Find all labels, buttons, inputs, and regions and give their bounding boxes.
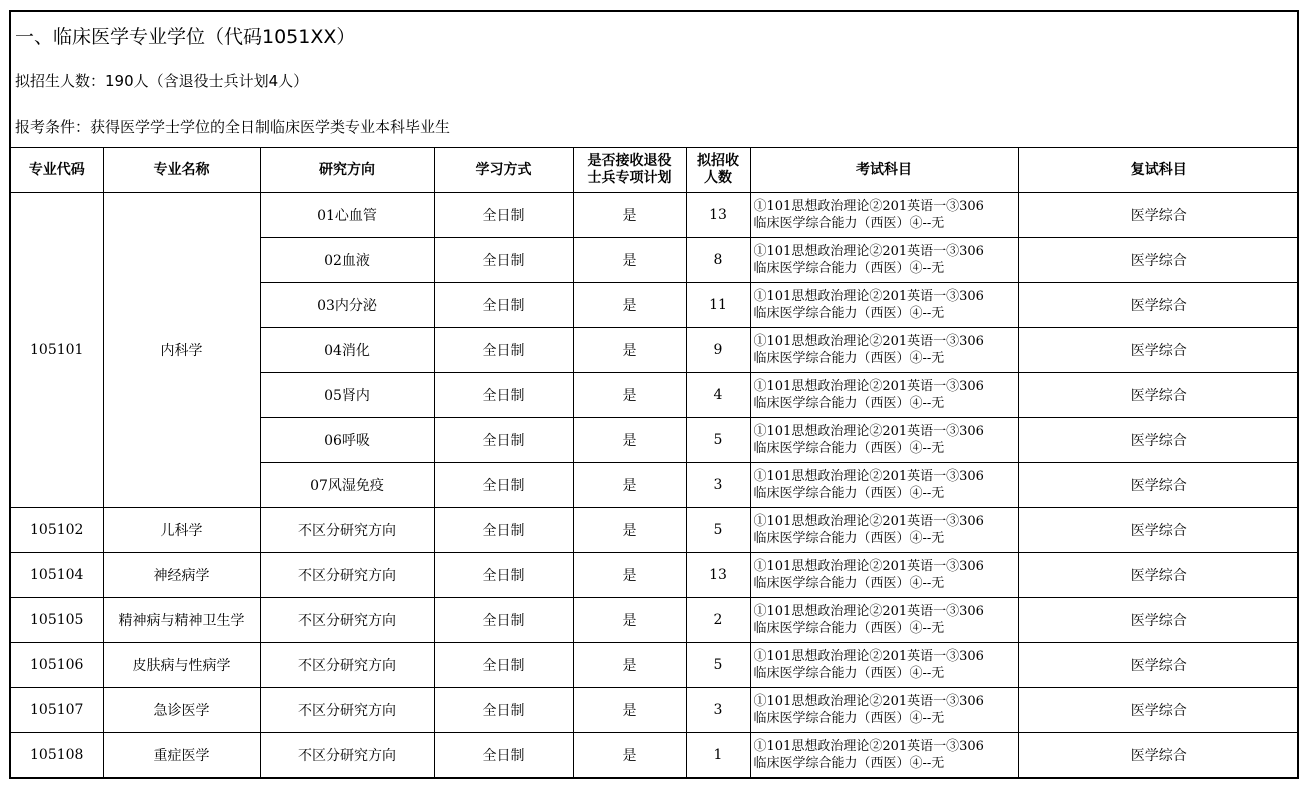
cell-name: 儿科学	[103, 508, 260, 553]
cell-direction: 07风湿免疫	[260, 463, 434, 508]
exam-line1: ①101思想政治理论②201英语一③306	[753, 424, 984, 439]
exam-line2: 临床医学综合能力（西医）④--无	[753, 576, 945, 591]
header-veteran-line1: 是否接收退役	[587, 153, 672, 169]
cell-retest: 医学综合	[1018, 733, 1299, 778]
cell-exam	[750, 463, 1018, 508]
exam-line1: ①101思想政治理论②201英语一③306	[753, 379, 984, 394]
exam-line1: ①101思想政治理论②201英语一③306	[753, 289, 984, 304]
exam-line2: 临床医学综合能力（西医）④--无	[753, 531, 945, 546]
cell-veteran: 是	[573, 328, 686, 373]
cell-quota: 5	[686, 508, 750, 553]
cell-exam	[750, 373, 1018, 418]
cell-veteran: 是	[573, 373, 686, 418]
quota-summary: 拟招生人数：190人（含退役士兵计划4人）	[15, 72, 309, 90]
cell-retest: 医学综合	[1018, 553, 1299, 598]
header-veteran-line2: 士兵专项计划	[587, 170, 672, 186]
header-retest: 复试科目	[1018, 148, 1299, 193]
exam-line1: ①101思想政治理论②201英语一③306	[753, 604, 984, 619]
table-row	[11, 688, 1299, 733]
cell-code: 105105	[11, 598, 103, 643]
cell-code: 105108	[11, 733, 103, 778]
cell-quota: 8	[686, 238, 750, 283]
cell-direction: 不区分研究方向	[260, 598, 434, 643]
cell-retest: 医学综合	[1018, 463, 1299, 508]
cell-code: 105104	[11, 553, 103, 598]
header-name: 专业名称	[103, 148, 260, 193]
cell-exam	[750, 418, 1018, 463]
header-direction: 研究方向	[260, 148, 434, 193]
cell-exam	[750, 643, 1018, 688]
cell-veteran: 是	[573, 283, 686, 328]
cell-name: 急诊医学	[103, 688, 260, 733]
exam-line2: 临床医学综合能力（西医）④--无	[753, 711, 945, 726]
header-quota	[686, 148, 750, 193]
cell-study-mode: 全日制	[434, 373, 573, 418]
table-row	[11, 193, 1299, 238]
cell-retest: 医学综合	[1018, 418, 1299, 463]
exam-line1: ①101思想政治理论②201英语一③306	[753, 739, 984, 754]
cell-name: 重症医学	[103, 733, 260, 778]
cell-quota: 4	[686, 373, 750, 418]
section-title: 一、临床医学专业学位（代码1051XX）	[15, 26, 356, 48]
cell-quota: 1	[686, 733, 750, 778]
cell-study-mode: 全日制	[434, 598, 573, 643]
cell-name: 精神病与精神卫生学	[103, 598, 260, 643]
table-body	[11, 193, 1299, 778]
table-row	[11, 733, 1299, 778]
cell-retest: 医学综合	[1018, 328, 1299, 373]
cell-quota: 5	[686, 418, 750, 463]
cell-exam	[750, 553, 1018, 598]
cell-study-mode: 全日制	[434, 508, 573, 553]
cell-veteran: 是	[573, 688, 686, 733]
admissions-sheet	[9, 10, 1299, 779]
cell-direction: 不区分研究方向	[260, 688, 434, 733]
cell-veteran: 是	[573, 553, 686, 598]
eligibility-requirement: 报考条件：获得医学学士学位的全日制临床医学类专业本科毕业生	[15, 118, 451, 136]
cell-veteran: 是	[573, 463, 686, 508]
cell-study-mode: 全日制	[434, 463, 573, 508]
cell-exam	[750, 283, 1018, 328]
cell-quota: 11	[686, 283, 750, 328]
cell-retest: 医学综合	[1018, 643, 1299, 688]
cell-direction: 01心血管	[260, 193, 434, 238]
cell-direction: 不区分研究方向	[260, 733, 434, 778]
header-quota-line1: 拟招收	[697, 153, 739, 169]
cell-code: 105107	[11, 688, 103, 733]
cell-study-mode: 全日制	[434, 733, 573, 778]
cell-exam	[750, 733, 1018, 778]
header-quota-line2: 人数	[704, 170, 732, 186]
cell-exam	[750, 193, 1018, 238]
cell-retest: 医学综合	[1018, 283, 1299, 328]
cell-exam	[750, 508, 1018, 553]
exam-line1: ①101思想政治理论②201英语一③306	[753, 244, 984, 259]
header-code: 专业代码	[11, 148, 103, 193]
cell-veteran: 是	[573, 508, 686, 553]
exam-line1: ①101思想政治理论②201英语一③306	[753, 649, 984, 664]
cell-retest: 医学综合	[1018, 598, 1299, 643]
exam-line2: 临床医学综合能力（西医）④--无	[753, 756, 945, 771]
table-row	[11, 643, 1299, 688]
cell-quota: 2	[686, 598, 750, 643]
cell-exam	[750, 598, 1018, 643]
cell-quota: 9	[686, 328, 750, 373]
cell-retest: 医学综合	[1018, 688, 1299, 733]
cell-quota: 5	[686, 643, 750, 688]
exam-line2: 临床医学综合能力（西医）④--无	[753, 396, 945, 411]
cell-direction: 05肾内	[260, 373, 434, 418]
program-table	[11, 147, 1299, 777]
cell-direction: 06呼吸	[260, 418, 434, 463]
cell-code: 105101	[11, 193, 103, 508]
table-row	[11, 553, 1299, 598]
cell-veteran: 是	[573, 418, 686, 463]
cell-retest: 医学综合	[1018, 193, 1299, 238]
cell-quota: 3	[686, 463, 750, 508]
cell-exam	[750, 688, 1018, 733]
cell-study-mode: 全日制	[434, 688, 573, 733]
cell-quota: 13	[686, 193, 750, 238]
header-veteran	[573, 148, 686, 193]
exam-line2: 临床医学综合能力（西医）④--无	[753, 666, 945, 681]
cell-name: 内科学	[103, 193, 260, 508]
cell-study-mode: 全日制	[434, 553, 573, 598]
cell-veteran: 是	[573, 193, 686, 238]
cell-retest: 医学综合	[1018, 508, 1299, 553]
cell-direction: 03内分泌	[260, 283, 434, 328]
cell-quota: 13	[686, 553, 750, 598]
cell-study-mode: 全日制	[434, 643, 573, 688]
cell-direction: 02血液	[260, 238, 434, 283]
cell-name: 神经病学	[103, 553, 260, 598]
exam-line2: 临床医学综合能力（西医）④--无	[753, 351, 945, 366]
exam-line2: 临床医学综合能力（西医）④--无	[753, 261, 945, 276]
table-row	[11, 598, 1299, 643]
exam-line1: ①101思想政治理论②201英语一③306	[753, 694, 984, 709]
cell-exam	[750, 328, 1018, 373]
cell-direction: 04消化	[260, 328, 434, 373]
cell-veteran: 是	[573, 598, 686, 643]
cell-direction: 不区分研究方向	[260, 553, 434, 598]
cell-study-mode: 全日制	[434, 193, 573, 238]
exam-line1: ①101思想政治理论②201英语一③306	[753, 514, 984, 529]
exam-line1: ①101思想政治理论②201英语一③306	[753, 199, 984, 214]
cell-study-mode: 全日制	[434, 283, 573, 328]
exam-line1: ①101思想政治理论②201英语一③306	[753, 334, 984, 349]
exam-line2: 临床医学综合能力（西医）④--无	[753, 486, 945, 501]
cell-retest: 医学综合	[1018, 238, 1299, 283]
cell-quota: 3	[686, 688, 750, 733]
exam-line2: 临床医学综合能力（西医）④--无	[753, 441, 945, 456]
cell-study-mode: 全日制	[434, 238, 573, 283]
cell-veteran: 是	[573, 238, 686, 283]
cell-code: 105102	[11, 508, 103, 553]
exam-line2: 临床医学综合能力（西医）④--无	[753, 306, 945, 321]
exam-line1: ①101思想政治理论②201英语一③306	[753, 469, 984, 484]
cell-study-mode: 全日制	[434, 418, 573, 463]
cell-veteran: 是	[573, 643, 686, 688]
cell-direction: 不区分研究方向	[260, 508, 434, 553]
table-row	[11, 508, 1299, 553]
cell-retest: 医学综合	[1018, 373, 1299, 418]
cell-veteran: 是	[573, 733, 686, 778]
cell-name: 皮肤病与性病学	[103, 643, 260, 688]
cell-code: 105106	[11, 643, 103, 688]
table-header-row	[11, 148, 1299, 193]
exam-line2: 临床医学综合能力（西医）④--无	[753, 621, 945, 636]
exam-line1: ①101思想政治理论②201英语一③306	[753, 559, 984, 574]
cell-study-mode: 全日制	[434, 328, 573, 373]
cell-direction: 不区分研究方向	[260, 643, 434, 688]
exam-line2: 临床医学综合能力（西医）④--无	[753, 216, 945, 231]
header-study-mode: 学习方式	[434, 148, 573, 193]
header-exam: 考试科目	[750, 148, 1018, 193]
cell-exam	[750, 238, 1018, 283]
